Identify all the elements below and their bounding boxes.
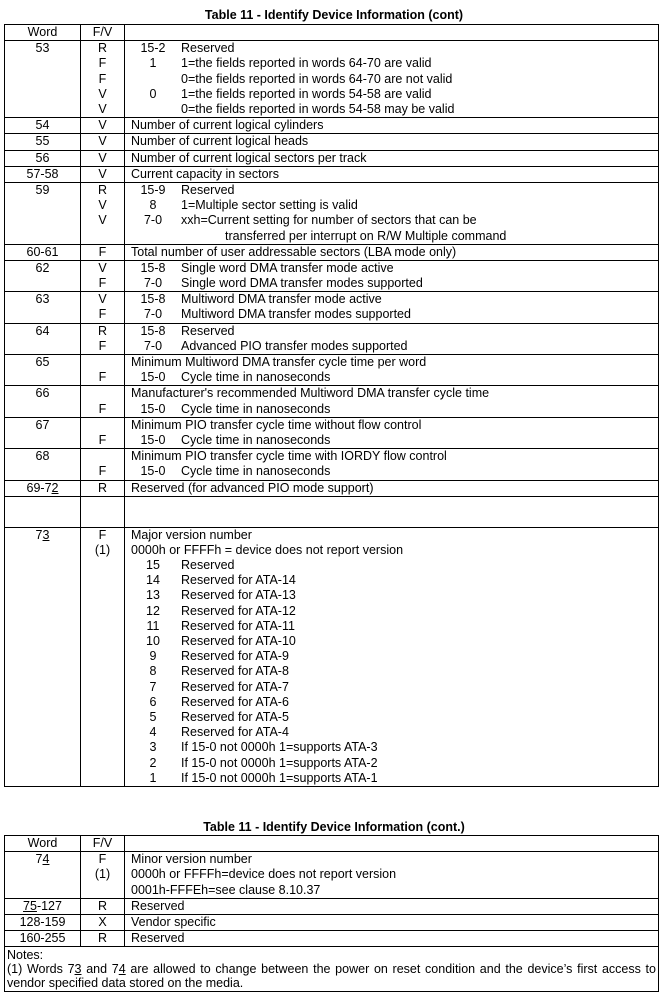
bit-range: 3	[149, 740, 157, 755]
description-cell	[125, 898, 659, 914]
bit-range: 10	[146, 634, 160, 649]
bit-range: 1	[149, 56, 157, 71]
description-cell	[125, 41, 659, 118]
empty-cell	[81, 496, 125, 527]
fv-value: R	[97, 41, 108, 56]
word-cell: 56	[5, 150, 81, 166]
bit-description: Reserved for ATA-9	[181, 649, 289, 664]
word-cell: 57-58	[5, 166, 81, 182]
bit-description: Reserved for ATA-14	[181, 573, 296, 588]
description-line	[131, 183, 658, 198]
description-cell	[125, 355, 659, 386]
table1-title: Table 11 - Identify Device Information (cont)	[204, 8, 464, 22]
note-word-ref: 7	[67, 962, 75, 977]
description-line: Minimum PIO transfer cycle time with IORDY flow control	[131, 449, 447, 464]
description-line	[131, 573, 658, 588]
description-line	[131, 339, 658, 354]
notes-row	[5, 947, 659, 992]
fv-cell	[81, 292, 125, 323]
table-row	[5, 914, 659, 930]
table-row	[5, 244, 659, 260]
fv-cell	[81, 898, 125, 914]
fv-cell	[81, 244, 125, 260]
description-line: Manufacturer's recommended Multiword DMA transfer cycle time	[131, 386, 490, 401]
description-cell	[125, 931, 659, 947]
bit-description: Multiword DMA transfer modes supported	[181, 307, 411, 322]
bit-range: 15-0	[140, 464, 166, 479]
note-text	[7, 962, 656, 990]
description-cell	[125, 292, 659, 323]
description-line	[131, 619, 658, 634]
description-line	[131, 56, 658, 71]
description-line: Vendor specific	[131, 914, 216, 929]
fv-value: F	[98, 338, 107, 353]
empty-cell	[125, 496, 659, 527]
description-line: 0000h or FFFFh=device does not report version	[131, 867, 397, 882]
description-line: Minimum PIO transfer cycle time without flow control	[131, 417, 422, 432]
bit-description: Advanced PIO transfer modes supported	[181, 338, 408, 353]
fv-cell	[81, 41, 125, 118]
word-cell	[5, 527, 81, 786]
fv-value: F	[98, 71, 107, 86]
word-number-underlined: 75	[23, 898, 37, 913]
bit-description: Cycle time in nanoseconds	[181, 432, 331, 447]
description-cell	[125, 449, 659, 480]
description-cell	[125, 260, 659, 291]
fv-value: R	[97, 182, 108, 197]
word-cell: 53	[5, 41, 81, 118]
fv-value	[81, 449, 124, 464]
bit-description: Cycle time in nanoseconds	[181, 401, 331, 416]
table-row	[5, 449, 659, 480]
fv-cell	[81, 417, 125, 448]
description-cell	[125, 852, 659, 899]
description-cell	[125, 480, 659, 496]
word-cell: 68	[5, 449, 81, 480]
bit-range: 15-8	[140, 292, 166, 307]
fv-value: R	[97, 898, 108, 913]
word-number: 7	[35, 527, 43, 542]
bit-description: If 15-0 not 0000h 1=supports ATA-2	[181, 755, 378, 770]
fv-value	[81, 355, 124, 370]
word-number-underlined: 3	[42, 527, 50, 542]
bit-range: 15-0	[140, 401, 166, 416]
fv-cell	[81, 118, 125, 134]
fv-value: R	[97, 323, 108, 338]
fv-cell	[81, 914, 125, 930]
description-line: Major version number	[131, 527, 252, 542]
word-cell: 63	[5, 292, 81, 323]
table-row	[5, 134, 659, 150]
description-line	[131, 558, 658, 573]
table-row	[5, 480, 659, 496]
table-row	[5, 150, 659, 166]
description-cell	[125, 417, 659, 448]
bit-range: 0	[149, 86, 157, 101]
description-cell	[125, 386, 659, 417]
bit-range: 8	[149, 664, 157, 679]
description-line	[131, 740, 658, 755]
table-row	[5, 166, 659, 182]
bit-description: 0=the fields reported in words 54-58 may be valid	[181, 101, 455, 116]
description-line: 0000h or FFFFh = device does not report version	[131, 542, 404, 557]
bit-range: 11	[146, 618, 160, 633]
fv-value: V	[98, 86, 107, 101]
word-number-underlined: 4	[42, 852, 50, 867]
table-row	[5, 852, 659, 899]
bit-range: 4	[149, 725, 157, 740]
description-line	[131, 725, 658, 740]
description-line: transferred per interrupt on R/W Multiple command	[225, 228, 507, 243]
description-line	[131, 649, 658, 664]
bit-range: 7-0	[143, 213, 163, 228]
bit-description: Reserved for ATA-7	[181, 679, 289, 694]
fv-cell	[81, 852, 125, 899]
empty-cell	[5, 496, 81, 527]
bit-range: 15-0	[140, 370, 166, 385]
fv-value: V	[98, 292, 107, 307]
bit-description: Reserved	[181, 41, 235, 56]
fv-cell	[81, 386, 125, 417]
notes-cell	[5, 947, 659, 992]
note-word-ref-underlined: 4	[118, 962, 126, 977]
table-row	[5, 292, 659, 323]
description-line	[131, 680, 658, 695]
description-line: Number of current logical sectors per track	[131, 150, 367, 165]
fv-value: V	[98, 118, 107, 133]
bit-range: 14	[146, 573, 160, 588]
word-cell	[5, 898, 81, 914]
bit-description: Multiword DMA transfer mode active	[181, 292, 382, 307]
table-row	[5, 527, 659, 786]
description-line: Number of current logical heads	[131, 134, 309, 149]
word-cell	[5, 480, 81, 496]
word-number: 69-7	[26, 480, 52, 495]
description-line: Current capacity in sectors	[131, 166, 279, 181]
bit-range: 9	[149, 649, 157, 664]
notes-heading: Notes:	[7, 948, 44, 963]
word-cell: 66	[5, 386, 81, 417]
fv-value	[81, 386, 124, 401]
fv-cell	[81, 355, 125, 386]
table-row	[5, 355, 659, 386]
bit-description: Single word DMA transfer mode active	[181, 260, 394, 275]
description-cell	[125, 244, 659, 260]
fv-value: X	[98, 914, 107, 929]
description-header	[125, 25, 659, 41]
table-row	[5, 182, 659, 244]
fv-value: F	[98, 244, 107, 259]
description-cell	[125, 134, 659, 150]
word-number: 7	[35, 852, 43, 867]
bit-range: 15-8	[140, 260, 166, 275]
fv-cell	[81, 931, 125, 947]
table-row	[5, 898, 659, 914]
bit-description: Reserved for ATA-5	[181, 709, 289, 724]
word-cell: 60-61	[5, 244, 81, 260]
bit-description: Reserved for ATA-4	[181, 725, 289, 740]
fv-cell	[81, 449, 125, 480]
header-row	[5, 836, 659, 852]
fv-value	[81, 418, 124, 433]
description-line: Reserved	[131, 898, 185, 913]
fv-value: V	[98, 134, 107, 149]
description-line	[131, 588, 658, 603]
description-line	[131, 634, 658, 649]
bit-description: 1=the fields reported in words 54-58 are valid	[181, 86, 432, 101]
table-row	[5, 118, 659, 134]
description-line	[131, 87, 658, 102]
bit-description: Reserved	[181, 323, 235, 338]
word-number-underlined: 2	[51, 480, 59, 495]
fv-value: V	[98, 198, 107, 213]
description-line: Minimum Multiword DMA transfer cycle time per word	[131, 355, 427, 370]
description-cell	[125, 914, 659, 930]
description-line	[131, 402, 658, 417]
bit-description: Reserved for ATA-13	[181, 588, 296, 603]
description-cell	[125, 118, 659, 134]
table-row	[5, 260, 659, 291]
bit-description: 1=the fields reported in words 64-70 are valid	[181, 56, 432, 71]
table-row	[5, 931, 659, 947]
bit-range: 2	[149, 755, 157, 770]
fv-value: F	[98, 276, 107, 291]
word-cell: 59	[5, 182, 81, 244]
fv-value: R	[97, 480, 108, 495]
bit-description: If 15-0 not 0000h 1=supports ATA-3	[181, 740, 378, 755]
fv-value: (1)	[94, 867, 111, 882]
fv-cell	[81, 182, 125, 244]
fv-value: (1)	[94, 542, 111, 557]
table-row	[5, 323, 659, 354]
bit-description: Reserved for ATA-10	[181, 634, 296, 649]
description-line	[131, 370, 658, 385]
fv-header: F/V	[81, 836, 125, 852]
bit-range: 6	[149, 694, 157, 709]
note-word-ref-underlined: 3	[74, 962, 82, 977]
fv-value: F	[98, 56, 107, 71]
fv-cell	[81, 150, 125, 166]
description-line	[131, 756, 658, 771]
description-header	[125, 836, 659, 852]
description-line	[131, 771, 658, 786]
description-line: Reserved (for advanced PIO mode support)	[131, 480, 374, 495]
fv-value: F	[98, 527, 107, 542]
table-row	[5, 417, 659, 448]
description-line	[131, 292, 658, 307]
bit-range: 15-9	[140, 182, 166, 197]
bit-range: 15-8	[140, 323, 166, 338]
description-line: 0001h-FFFEh=see clause 8.10.37	[131, 882, 321, 897]
bit-range: 1	[149, 770, 157, 785]
description-cell	[125, 150, 659, 166]
word-cell: 65	[5, 355, 81, 386]
bit-description: Reserved for ATA-6	[181, 694, 289, 709]
description-line	[131, 41, 658, 56]
word-header: Word	[5, 836, 81, 852]
fv-cell	[81, 480, 125, 496]
fv-cell	[81, 260, 125, 291]
bit-range: 15-0	[140, 432, 166, 447]
description-line: Minor version number	[131, 852, 252, 867]
bit-description: 0=the fields reported in words 64-70 are not valid	[181, 71, 453, 86]
word-header: Word	[5, 25, 81, 41]
description-line: Reserved	[131, 931, 185, 946]
description-line: Total number of user addressable sectors (LBA mode only)	[131, 244, 457, 259]
table2	[4, 835, 659, 992]
description-line	[131, 307, 658, 322]
bit-description: Cycle time in nanoseconds	[181, 464, 331, 479]
description-cell	[125, 323, 659, 354]
note-part: (1) Words	[7, 962, 68, 977]
fv-header: F/V	[81, 25, 125, 41]
word-number-suffix: -127	[36, 898, 62, 913]
table-row	[5, 386, 659, 417]
fv-value: F	[98, 401, 107, 416]
header-row	[5, 25, 659, 41]
word-cell: 64	[5, 323, 81, 354]
fv-value: V	[98, 260, 107, 275]
fv-value: R	[97, 931, 108, 946]
fv-value: F	[98, 852, 107, 867]
table-row	[5, 41, 659, 118]
description-line	[131, 695, 658, 710]
bit-description: Reserved	[181, 182, 235, 197]
note-part: are allowed to change between the power on reset condition and the device’s first access to vendor specified data stored on the media.	[7, 962, 656, 991]
description-line	[131, 72, 658, 87]
bit-description: 1=Multiple sector setting is valid	[181, 198, 358, 213]
bit-description: Reserved for ATA-12	[181, 603, 296, 618]
description-line	[131, 324, 658, 339]
fv-value: F	[98, 432, 107, 447]
description-line: Number of current logical cylinders	[131, 118, 324, 133]
table1	[4, 24, 659, 787]
bit-range: 13	[146, 588, 160, 603]
bit-description: Reserved for ATA-11	[181, 618, 295, 633]
bit-range: 5	[149, 709, 157, 724]
bit-description: Reserved for ATA-8	[181, 664, 289, 679]
bit-range: 7-0	[143, 276, 163, 291]
bit-range: 12	[146, 603, 160, 618]
bit-description: Cycle time in nanoseconds	[181, 370, 331, 385]
description-cell	[125, 527, 659, 786]
note-word-ref: 7	[111, 962, 119, 977]
word-cell: 55	[5, 134, 81, 150]
word-cell: 67	[5, 417, 81, 448]
description-line	[131, 710, 658, 725]
bit-range: 7-0	[143, 307, 163, 322]
bit-range: 15	[146, 558, 160, 573]
bit-range: 15-2	[140, 41, 166, 56]
description-line	[131, 213, 658, 228]
table2-title: Table 11 - Identify Device Information (cont.)	[203, 820, 465, 834]
word-cell: 128-159	[5, 914, 81, 930]
fv-cell	[81, 166, 125, 182]
fv-value: V	[98, 166, 107, 181]
fv-cell	[81, 527, 125, 786]
fv-value: F	[98, 307, 107, 322]
bit-range: 7-0	[143, 338, 163, 353]
bit-description: xxh=Current setting for number of sectors that can be	[181, 213, 477, 228]
bit-range: 8	[149, 198, 157, 213]
fv-cell	[81, 323, 125, 354]
fv-cell	[81, 134, 125, 150]
description-line	[131, 664, 658, 679]
word-cell: 54	[5, 118, 81, 134]
description-cell	[125, 182, 659, 244]
fv-value: V	[98, 150, 107, 165]
description-line	[131, 433, 658, 448]
note-part: and	[81, 962, 112, 977]
description-line	[131, 464, 658, 479]
word-cell: 62	[5, 260, 81, 291]
word-cell: 160-255	[5, 931, 81, 947]
bit-description: Single word DMA transfer modes supported	[181, 276, 423, 291]
description-line	[131, 198, 658, 213]
bit-description: If 15-0 not 0000h 1=supports ATA-1	[181, 770, 378, 785]
description-line	[131, 261, 658, 276]
fv-value: F	[98, 370, 107, 385]
fv-value: V	[98, 101, 107, 116]
description-line	[131, 102, 658, 117]
table-row	[5, 496, 659, 527]
word-cell	[5, 852, 81, 899]
bit-description: Reserved	[181, 558, 235, 573]
description-cell	[125, 166, 659, 182]
description-line	[131, 604, 658, 619]
bit-range: 7	[149, 679, 157, 694]
fv-value: V	[98, 213, 107, 228]
description-line	[131, 276, 658, 291]
fv-value: F	[98, 464, 107, 479]
